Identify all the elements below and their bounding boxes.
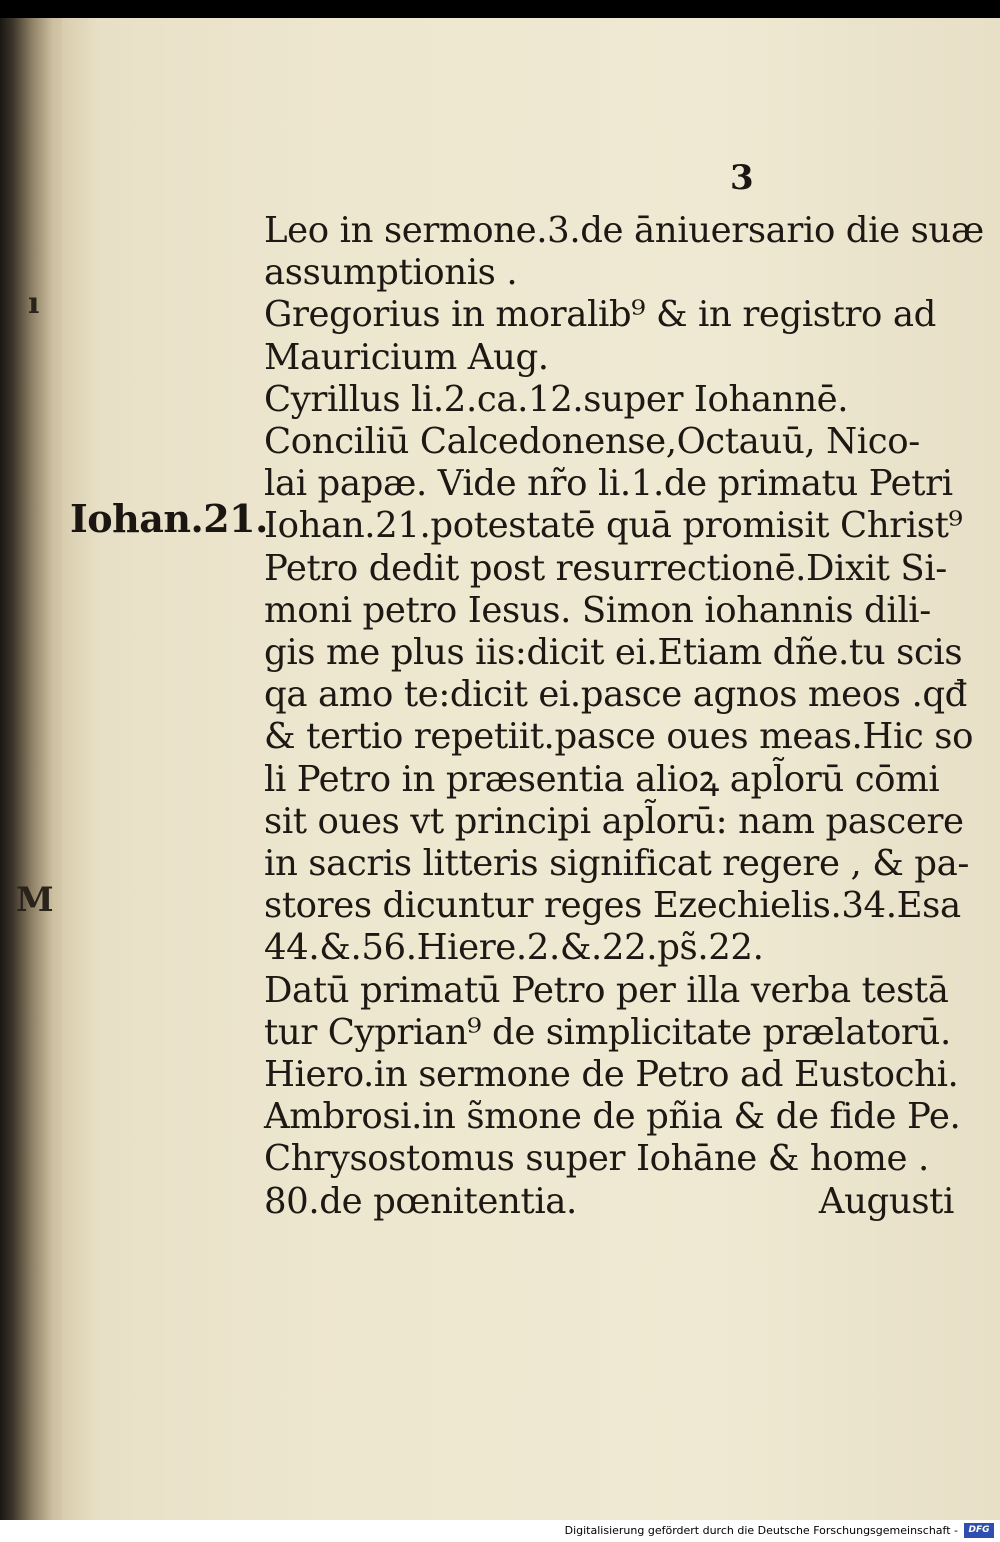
text-line: qa amo te:dicit ei.pasce agnos meos .qđ [264, 674, 967, 716]
last-line [264, 1181, 954, 1223]
text-line: lai papæ. Vide nr̃o li.1.de primatu Petri [264, 463, 953, 505]
body-text [264, 210, 984, 1223]
text-line: 80.de pœnitentia. [264, 1180, 577, 1222]
text-line: Ambrosi.in s̃mone de pñia & de fide Pe. [264, 1096, 961, 1138]
edge-mark-2: M [16, 880, 54, 920]
edge-mark-1: ı [28, 286, 40, 321]
text-line: & tertio repetiit.pasce oues meas.Hic so [264, 716, 974, 758]
text-line: stores dicuntur reges Ezechielis.34.Esa [264, 885, 961, 927]
text-line: gis me plus iis:dicit ei.Etiam dñe.tu scis [264, 632, 963, 674]
book-binding-edge [0, 18, 70, 1520]
text-line: Hiero.in sermone de Petro ad Eustochi. [264, 1054, 959, 1096]
digitization-footer [0, 1520, 1000, 1542]
text-line: Conciliū Calcedonense,Octauū, Nico- [264, 421, 920, 463]
text-line: sit oues vt principi apl̃orū: nam pascere [264, 800, 964, 842]
text-line: Cyrillus li.2.ca.12.super Iohannē. [264, 378, 849, 420]
footer-credit: Digitalisierung gefördert durch die Deutsche Forschungsgemeinschaft - [564, 1524, 958, 1537]
text-line: 44.&.56.Hiere.2.&.22.ps̃.22. [264, 927, 764, 969]
text-line: Leo in sermone.3.de āniuersario die suæ [264, 210, 984, 251]
text-line: assumptionis . [264, 252, 518, 294]
text-line: Chrysostomus super Iohāne & home . [264, 1138, 929, 1180]
dfg-logo-icon: DFG [964, 1523, 994, 1538]
catchword: Augusti [818, 1180, 954, 1222]
text-line: Mauricium Aug. [264, 336, 549, 378]
text-line: Gregorius in moralib⁹ & in registro ad [264, 294, 936, 336]
text-line: in sacris litteris significat regere , & pa- [264, 843, 969, 885]
text-line: Iohan.21.potestatē quā promisit Christ⁹ [264, 505, 963, 547]
text-line: Petro dedit post resurrectionē.Dixit Si- [264, 547, 947, 589]
page-number: 3 [730, 158, 754, 198]
text-line: tur Cyprian⁹ de simplicitate prælatorū. [264, 1011, 951, 1053]
text-line: li Petro in præsentia alioꝝ apl̃orū cōmi [264, 758, 940, 800]
text-line: Datū primatū Petro per illa verba testā [264, 969, 949, 1011]
margin-note: Iohan.21. [70, 496, 268, 541]
text-line: moni petro Iesus. Simon iohannis dili- [264, 589, 931, 631]
book-page [16, 18, 1000, 1520]
